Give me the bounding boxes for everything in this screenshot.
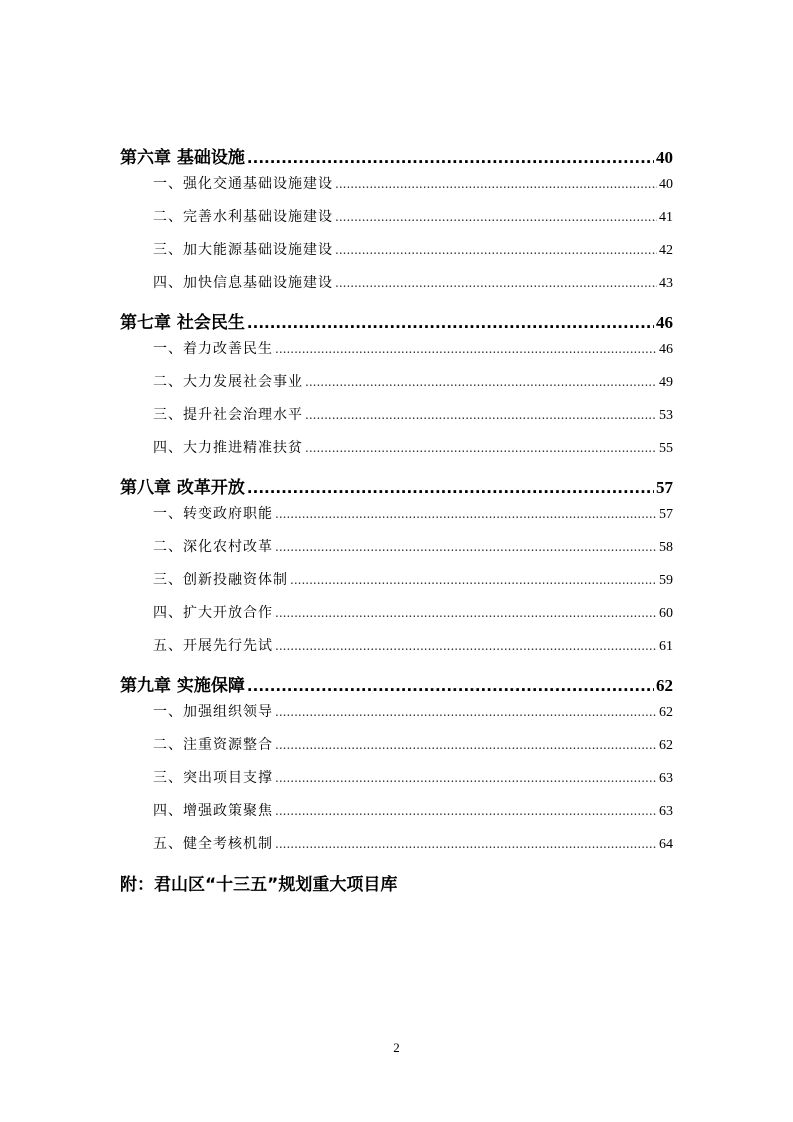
- section-page-number: 64: [659, 837, 673, 852]
- dot-leader: [247, 314, 654, 332]
- toc-section[interactable]: [120, 404, 673, 437]
- dot-leader: [275, 540, 657, 554]
- section-title: 一、加强组织领导: [153, 704, 273, 720]
- toc-section[interactable]: [120, 701, 673, 734]
- dot-leader: [275, 639, 657, 653]
- toc-section[interactable]: [120, 206, 673, 239]
- table-of-contents: [120, 140, 673, 866]
- dot-leader: [335, 177, 657, 191]
- chapter-page-number: 40: [656, 148, 673, 167]
- dot-leader: [275, 606, 657, 620]
- toc-section[interactable]: [120, 602, 673, 635]
- section-page-number: 43: [659, 276, 673, 291]
- section-title: 二、注重资源整合: [153, 737, 273, 753]
- chapter-page-number: 57: [656, 478, 673, 497]
- section-page-number: 59: [659, 573, 673, 588]
- section-title: 三、创新投融资体制: [153, 572, 288, 588]
- toc-chapter[interactable]: [120, 671, 673, 701]
- toc-section[interactable]: [120, 734, 673, 767]
- section-title: 一、转变政府职能: [153, 506, 273, 522]
- toc-chapter[interactable]: [120, 143, 673, 173]
- toc-section[interactable]: [120, 503, 673, 536]
- section-title: 三、加大能源基础设施建设: [153, 242, 333, 258]
- section-page-number: 60: [659, 606, 673, 621]
- section-title: 五、开展先行先试: [153, 638, 273, 654]
- section-title: 二、深化农村改革: [153, 539, 273, 555]
- dot-leader: [275, 804, 657, 818]
- page-number: 2: [393, 1040, 400, 1055]
- section-page-number: 62: [659, 705, 673, 720]
- toc-section[interactable]: [120, 767, 673, 800]
- dot-leader: [275, 771, 657, 785]
- dot-leader: [275, 507, 657, 521]
- section-page-number: 41: [659, 210, 673, 225]
- toc-section[interactable]: [120, 272, 673, 305]
- dot-leader: [335, 243, 657, 257]
- section-page-number: 58: [659, 540, 673, 555]
- dot-leader: [305, 375, 657, 389]
- dot-leader: [275, 342, 657, 356]
- section-page-number: 53: [659, 408, 673, 423]
- section-title: 四、增强政策聚焦: [153, 803, 273, 819]
- section-page-number: 63: [659, 771, 673, 786]
- toc-chapter[interactable]: [120, 473, 673, 503]
- toc-section[interactable]: [120, 239, 673, 272]
- chapter-title: 第九章 实施保障: [120, 676, 245, 696]
- toc-section[interactable]: [120, 833, 673, 866]
- toc-section[interactable]: [120, 338, 673, 371]
- dot-leader: [275, 738, 657, 752]
- section-page-number: 57: [659, 507, 673, 522]
- section-page-number: 40: [659, 177, 673, 192]
- section-page-number: 63: [659, 804, 673, 819]
- dot-leader: [305, 408, 657, 422]
- dot-leader: [275, 705, 657, 719]
- chapter-page-number: 46: [656, 313, 673, 332]
- dot-leader: [290, 573, 657, 587]
- section-title: 三、提升社会治理水平: [153, 407, 303, 423]
- section-title: 五、健全考核机制: [153, 836, 273, 852]
- dot-leader: [247, 149, 654, 167]
- section-title: 一、着力改善民生: [153, 341, 273, 357]
- section-page-number: 61: [659, 639, 673, 654]
- dot-leader: [275, 837, 657, 851]
- section-page-number: 42: [659, 243, 673, 258]
- dot-leader: [247, 479, 654, 497]
- section-title: 二、完善水利基础设施建设: [153, 209, 333, 225]
- section-title: 一、强化交通基础设施建设: [153, 176, 333, 192]
- toc-section[interactable]: [120, 536, 673, 569]
- dot-leader: [247, 677, 654, 695]
- toc-section[interactable]: [120, 437, 673, 470]
- dot-leader: [305, 441, 657, 455]
- dot-leader: [335, 210, 657, 224]
- section-page-number: 55: [659, 441, 673, 456]
- section-title: 三、突出项目支撑: [153, 770, 273, 786]
- appendix-entry[interactable]: 附：君山区“十三五”规划重大项目库: [120, 875, 398, 895]
- toc-section[interactable]: [120, 800, 673, 833]
- chapter-title: 第八章 改革开放: [120, 478, 245, 498]
- toc-section[interactable]: [120, 173, 673, 206]
- chapter-page-number: 62: [656, 676, 673, 695]
- toc-section[interactable]: [120, 569, 673, 602]
- section-page-number: 49: [659, 375, 673, 390]
- chapter-title: 第六章 基础设施: [120, 148, 245, 168]
- section-title: 四、扩大开放合作: [153, 605, 273, 621]
- section-title: 四、大力推进精准扶贫: [153, 440, 303, 456]
- section-page-number: 46: [659, 342, 673, 357]
- toc-section[interactable]: [120, 371, 673, 404]
- toc-chapter[interactable]: [120, 308, 673, 338]
- section-title: 二、大力发展社会事业: [153, 374, 303, 390]
- dot-leader: [335, 276, 657, 290]
- toc-section[interactable]: [120, 635, 673, 668]
- chapter-title: 第七章 社会民生: [120, 313, 245, 333]
- section-title: 四、加快信息基础设施建设: [153, 275, 333, 291]
- section-page-number: 62: [659, 738, 673, 753]
